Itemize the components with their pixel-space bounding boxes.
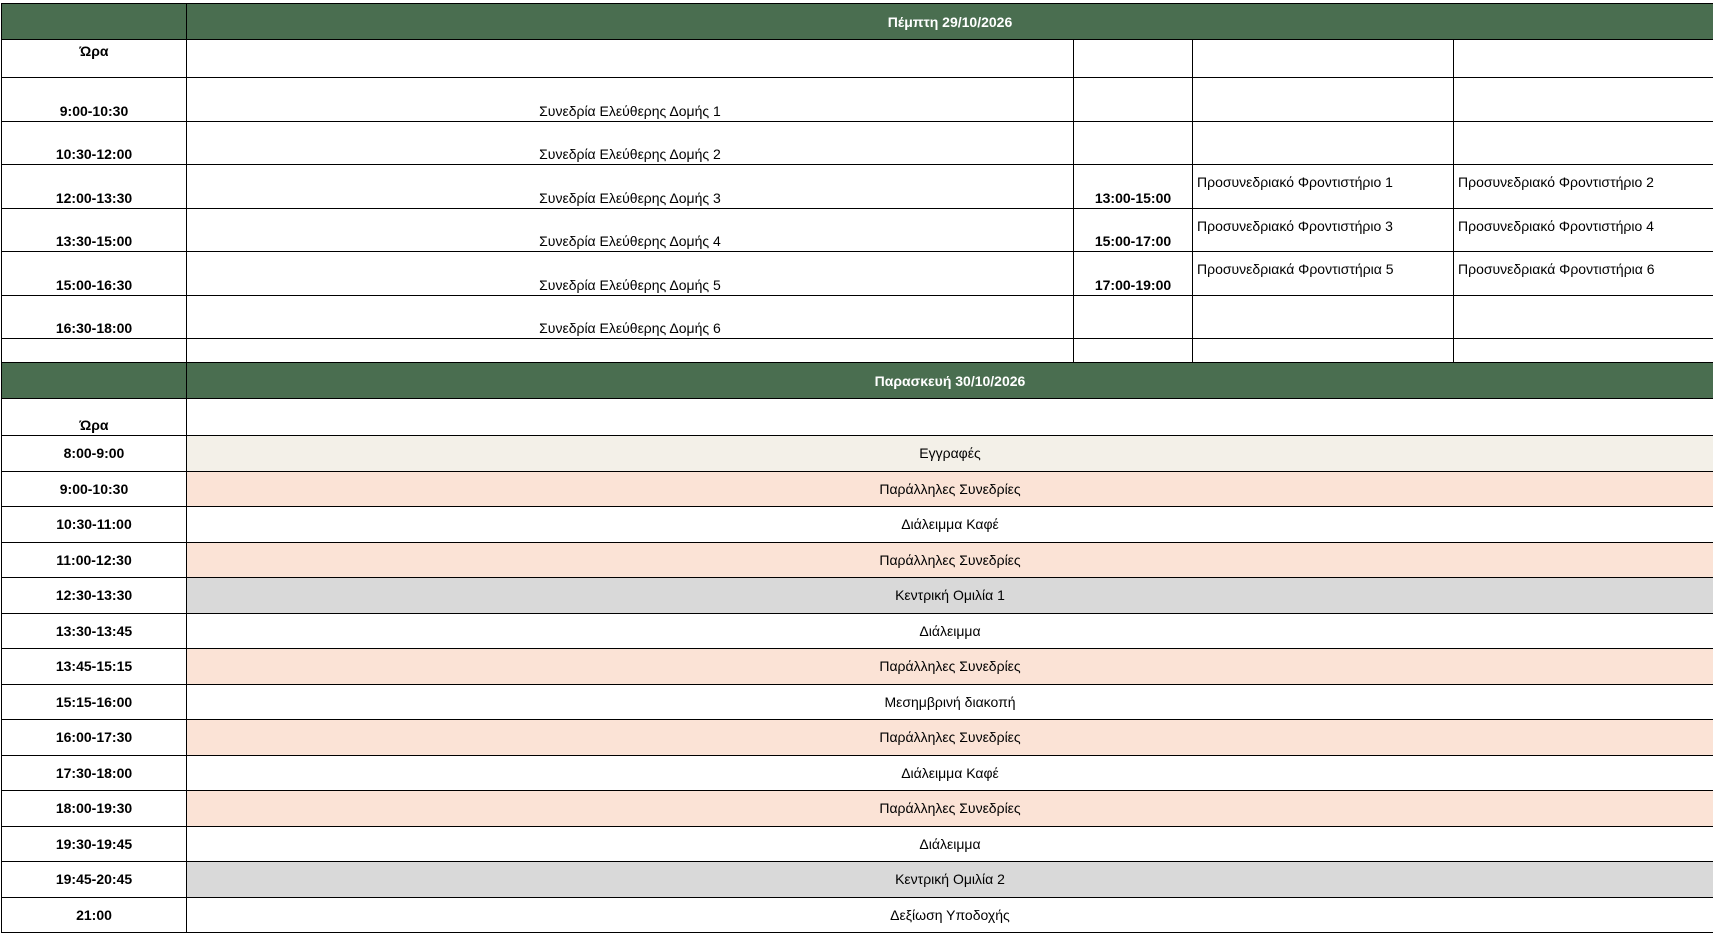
event-cell: Διάλειμμα Καφέ bbox=[187, 755, 1713, 791]
table-row bbox=[2, 791, 1713, 827]
table-row bbox=[2, 471, 1713, 507]
table-row bbox=[2, 862, 1713, 898]
table-row bbox=[2, 208, 1713, 252]
session-cell: Συνεδρία Ελεύθερης Δομής 2 bbox=[187, 121, 1074, 165]
time-cell: 10:30-11:00 bbox=[2, 507, 187, 543]
workshop-time-cell: 15:00-17:00 bbox=[1074, 208, 1193, 252]
workshop-cell: Προσυνεδριακά Φροντιστήρια 5 bbox=[1193, 252, 1454, 296]
friday-title: Παρασκευή 30/10/2026 bbox=[187, 363, 1713, 399]
table-row bbox=[2, 121, 1713, 165]
time-cell: 13:30-13:45 bbox=[2, 613, 187, 649]
workshop-cell: Προσυνεδριακό Φροντιστήριο 2 bbox=[1454, 165, 1713, 209]
time-cell: 9:00-10:30 bbox=[2, 78, 187, 122]
table-row bbox=[2, 165, 1713, 209]
time-cell: 18:00-19:30 bbox=[2, 791, 187, 827]
table-row bbox=[2, 78, 1713, 122]
event-cell: Παράλληλες Συνεδρίες bbox=[187, 542, 1713, 578]
time-cell: 12:00-13:30 bbox=[2, 165, 187, 209]
time-cell: 16:00-17:30 bbox=[2, 720, 187, 756]
table-row bbox=[2, 252, 1713, 296]
time-cell: 10:30-12:00 bbox=[2, 121, 187, 165]
hour-label: Ώρα bbox=[2, 40, 187, 78]
event-cell: Κεντρική Ομιλία 2 bbox=[187, 862, 1713, 898]
time-cell: 9:00-10:30 bbox=[2, 471, 187, 507]
time-cell: 8:00-9:00 bbox=[2, 436, 187, 472]
empty-cell bbox=[1454, 40, 1713, 78]
event-cell: Διάλειμμα Καφέ bbox=[187, 507, 1713, 543]
time-cell: 16:30-18:00 bbox=[2, 295, 187, 339]
time-cell: 11:00-12:30 bbox=[2, 542, 187, 578]
event-cell: Δεξίωση Υποδοχής bbox=[187, 897, 1713, 933]
workshop-cell bbox=[1193, 78, 1454, 122]
time-cell: 13:30-15:00 bbox=[2, 208, 187, 252]
table-row bbox=[2, 578, 1713, 614]
event-cell: Παράλληλες Συνεδρίες bbox=[187, 471, 1713, 507]
workshop-time-cell: 17:00-19:00 bbox=[1074, 252, 1193, 296]
thursday-title: Πέμπτη 29/10/2026 bbox=[187, 4, 1713, 40]
friday-header-row bbox=[2, 363, 1713, 399]
table-row bbox=[2, 542, 1713, 578]
thursday-schedule-table bbox=[1, 3, 1713, 383]
workshop-time-cell: 13:00-15:00 bbox=[1074, 165, 1193, 209]
table-row bbox=[2, 720, 1713, 756]
workshop-cell bbox=[1193, 295, 1454, 339]
event-cell: Εγγραφές bbox=[187, 436, 1713, 472]
friday-hour-label-row bbox=[2, 399, 1713, 436]
time-cell: 15:15-16:00 bbox=[2, 684, 187, 720]
session-cell: Συνεδρία Ελεύθερης Δομής 4 bbox=[187, 208, 1074, 252]
table-row bbox=[2, 826, 1713, 862]
workshop-cell bbox=[1454, 121, 1713, 165]
session-cell: Συνεδρία Ελεύθερης Δομής 5 bbox=[187, 252, 1074, 296]
workshop-time-cell bbox=[1074, 121, 1193, 165]
event-cell: Διάλειμμα bbox=[187, 826, 1713, 862]
workshop-cell: Προσυνεδριακά Φροντιστήρια 6 bbox=[1454, 252, 1713, 296]
table-row bbox=[2, 684, 1713, 720]
event-cell: Παράλληλες Συνεδρίες bbox=[187, 720, 1713, 756]
thursday-header-row bbox=[2, 4, 1713, 40]
empty-cell bbox=[187, 40, 1074, 78]
thursday-hour-label-row bbox=[2, 40, 1713, 78]
time-cell: 13:45-15:15 bbox=[2, 649, 187, 685]
time-cell: 17:30-18:00 bbox=[2, 755, 187, 791]
empty-cell bbox=[1193, 40, 1454, 78]
event-cell: Παράλληλες Συνεδρίες bbox=[187, 791, 1713, 827]
session-cell: Συνεδρία Ελεύθερης Δομής 3 bbox=[187, 165, 1074, 209]
event-cell: Διάλειμμα bbox=[187, 613, 1713, 649]
time-cell: 19:45-20:45 bbox=[2, 862, 187, 898]
workshop-cell: Προσυνεδριακό Φροντιστήριο 3 bbox=[1193, 208, 1454, 252]
hour-label: Ώρα bbox=[2, 399, 187, 436]
event-cell: Παράλληλες Συνεδρίες bbox=[187, 649, 1713, 685]
header-corner-cell bbox=[2, 4, 187, 40]
empty-cell bbox=[187, 399, 1713, 436]
time-cell: 21:00 bbox=[2, 897, 187, 933]
workshop-cell: Προσυνεδριακό Φροντιστήριο 4 bbox=[1454, 208, 1713, 252]
table-row bbox=[2, 436, 1713, 472]
workshop-cell bbox=[1193, 121, 1454, 165]
table-row bbox=[2, 897, 1713, 933]
workshop-cell bbox=[1454, 295, 1713, 339]
time-cell: 12:30-13:30 bbox=[2, 578, 187, 614]
table-row bbox=[2, 649, 1713, 685]
time-cell: 15:00-16:30 bbox=[2, 252, 187, 296]
workshop-cell bbox=[1454, 78, 1713, 122]
table-row bbox=[2, 613, 1713, 649]
empty-cell bbox=[1074, 40, 1193, 78]
workshop-time-cell bbox=[1074, 295, 1193, 339]
friday-schedule-table bbox=[1, 362, 1713, 933]
event-cell: Κεντρική Ομιλία 1 bbox=[187, 578, 1713, 614]
header-corner-cell bbox=[2, 363, 187, 399]
workshop-cell: Προσυνεδριακό Φροντιστήριο 1 bbox=[1193, 165, 1454, 209]
table-row bbox=[2, 507, 1713, 543]
table-row bbox=[2, 755, 1713, 791]
workshop-time-cell bbox=[1074, 78, 1193, 122]
time-cell: 19:30-19:45 bbox=[2, 826, 187, 862]
session-cell: Συνεδρία Ελεύθερης Δομής 1 bbox=[187, 78, 1074, 122]
session-cell: Συνεδρία Ελεύθερης Δομής 6 bbox=[187, 295, 1074, 339]
event-cell: Μεσημβρινή διακοπή bbox=[187, 684, 1713, 720]
table-row bbox=[2, 295, 1713, 339]
